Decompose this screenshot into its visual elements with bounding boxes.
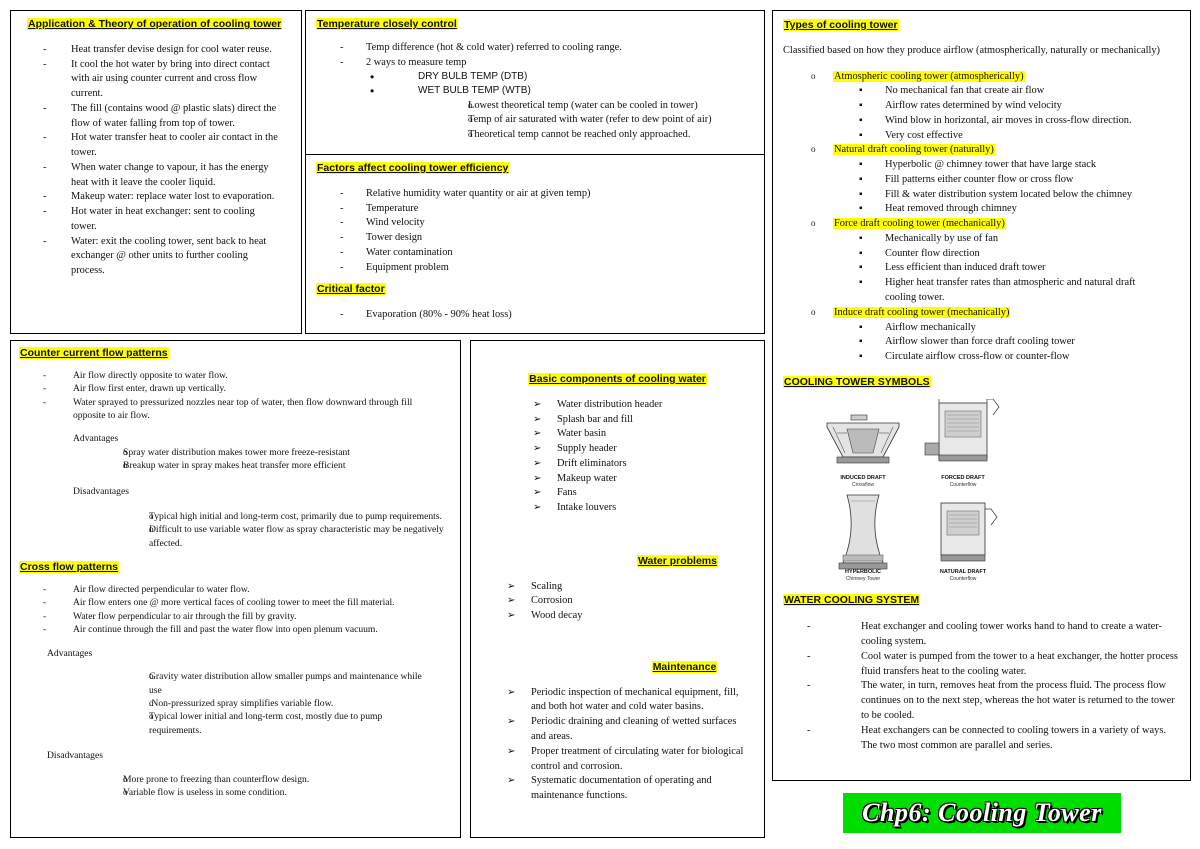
temperature-heading: Temperature closely control [317,18,457,30]
list-item: - Water contamination [316,246,754,261]
list-item: ➢ Corrosion [505,594,754,609]
list-item: ▪ Hyperbolic @ chimney tower that have large stack [885,158,1180,173]
list-item: - Tower design [316,231,754,246]
cross-list [19,583,452,637]
list-item: - Makeup water: replace water lost to evaporation. [19,190,293,205]
list-item: - Relative humidity water quantity or air at given temp) [316,187,754,202]
list-item: o Breakup water in spray makes heat transfer more efficient [19,459,452,472]
components-section [470,340,765,838]
type-items [833,158,1180,217]
application-list [19,43,293,279]
type-title: Atmospheric cooling tower (atmospherically) [834,70,1024,82]
list-item: ➢ Water distribution header [531,398,754,413]
cross-advantages-label: Advantages [47,647,93,659]
types-intro: Classified based on how they produce airflow (atmospherically, naturally or mechanically) [783,44,1161,56]
maintenance-heading: Maintenance [652,660,717,673]
type-items [833,232,1180,306]
wet-bulb-details [316,99,754,143]
counter-advantages-label: Advantages [73,433,119,445]
symbol-label: INDUCED DRAFT [840,474,886,481]
title-banner [843,793,1121,833]
list-item: ➢ Periodic inspection of mechanical equipment, fill, and both hot water and cold water basins. [505,686,750,716]
list-item: o Variable flow is useless in some condition. [19,786,452,799]
counter-heading: Counter current flow patterns [20,347,168,359]
symbol-label: NATURAL DRAFT [939,568,987,575]
list-item: - Temperature [316,202,754,217]
list-item: - 2 ways to measure temp [316,56,754,71]
circle-bullet-icon: o [811,306,816,317]
symbol-sublabel: Crossflow [852,481,874,488]
counter-advantages [19,446,452,473]
list-item: ➢ Scaling [505,580,754,595]
list-item: - When water change to vapour, it has the energy heat with it leave the cooler liquid. [19,161,293,191]
symbol-sublabel: Chimney Tower [845,575,881,582]
circle-bullet-icon: o [811,218,816,229]
list-item: - Air flow first enter, drawn up vertically. [19,382,452,395]
type-group-atmospheric [783,70,1180,144]
symbols-heading: COOLING TOWER SYMBOLS [784,375,930,388]
cross-heading: Cross flow patterns [20,561,119,574]
list-item: o Temp of air saturated with water (refer to dew point of air) [316,113,754,128]
list-item: - Hot water in heat exchanger: sent to cooling tower. [19,205,293,235]
type-group-force [783,217,1180,306]
list-item: ▪ Airflow mechanically [885,321,1180,336]
application-section [10,10,302,334]
list-item: ➢ Drift eliminators [531,457,754,472]
list-item: ▪ No mechanical fan that create air flow [885,84,1180,99]
list-item: ➢ Fans [531,486,754,501]
water-cooling-list [783,620,1180,753]
cross-disadvantages [19,773,452,800]
list-item: - Heat exchanger and cooling tower works hand to hand to create a water-cooling system. [783,620,1180,650]
types-groups [783,70,1180,365]
critical-factor-list [316,308,754,323]
factors-heading: Factors affect cooling tower efficiency [317,162,509,174]
list-item: • DRY BULB TEMP (DTB) [316,70,754,84]
natural-draft-symbol [923,499,1003,569]
list-item: ➢ Makeup water [531,472,754,487]
list-item: - It cool the hot water by bring into direct contact with air using counter current and cross flow current. [19,58,293,102]
list-item: o Difficult to use variable water flow as spray characteristic may be negatively affected. [19,523,452,550]
list-item: - Water: exit the cooling tower, sent back to heat exchanger @ other units to further cooling process. [19,235,293,279]
list-item: o Typical high initial and long-term cost, primarily due to pump requirements. [19,510,452,523]
list-item: ▪ Mechanically by use of fan [885,232,1166,247]
list-item: ▪ Airflow rates determined by wind velocity [885,99,1180,114]
symbol-label: HYPERBOLIC [844,568,882,575]
list-item: ▪ Wind blow in horizontal, air moves in cross-flow direction. [885,114,1180,129]
factors-section [305,154,765,334]
list-item: ➢ Wood decay [505,609,754,624]
list-item: o Theoretical temp cannot be reached only approached. [316,128,754,143]
problems-list [481,580,754,624]
list-item: - Hot water transfer heat to cooler air contact in the tower. [19,131,293,161]
type-title: Induce draft cooling tower (mechanically) [834,306,1010,318]
list-item: ▪ Airflow slower than force draft cooling tower [885,335,1180,350]
list-item: - The water, in turn, removes heat from the process fluid. The process flow continues on to the next step, whereas the hot water is returned to the tower to be cooled. [783,679,1180,723]
list-item: - The fill (contains wood @ plastic slats) direct the flow of water falling from top of tower. [19,102,293,132]
list-item: o Typical lower initial and long-term cost, mostly due to pump requirements. [19,710,452,737]
factors-list [316,187,754,276]
list-item: - Cool water is pumped from the tower to a heat exchanger, the hotter process fluid transfers heat to the cooling water. [783,650,1180,680]
list-item: ➢ Splash bar and fill [531,413,754,428]
temperature-list [316,41,754,71]
page-title: Chp6: Cooling Tower [862,797,1102,827]
list-item: - Heat transfer devise design for cool water reuse. [19,43,293,58]
list-item: - Heat exchangers can be connected to cooling towers in a variety of ways. The two most common are parallel and series. [783,724,1180,754]
symbol-label: FORCED DRAFT [941,474,985,481]
list-item: ➢ Supply header [531,442,754,457]
list-item: - Evaporation (80% - 90% heat loss) [316,308,754,323]
list-item: - Water sprayed to pressurized nozzles near top of water, then flow downward through fill opposite to air flow. [19,396,452,423]
list-item: - Air flow directly opposite to water flow. [19,369,452,382]
symbol-sublabel: Counterflow [949,575,977,582]
circle-bullet-icon: o [811,144,816,155]
type-group-induce [783,306,1180,365]
list-item: ▪ Higher heat transfer rates than atmospheric and natural draft cooling tower. [885,276,1166,306]
list-item: ▪ Fill patterns either counter flow or cross flow [885,173,1180,188]
types-section [772,10,1191,781]
critical-factor-heading: Critical factor [317,283,385,296]
list-item: - Temp difference (hot & cold water) referred to cooling range. [316,41,754,56]
type-title: Natural draft cooling tower (naturally) [834,144,994,156]
application-heading: Application & Theory of operation of cooling tower [28,18,282,30]
type-items [833,84,1180,143]
forced-draft-symbol [923,399,1003,471]
list-item: ▪ Counter flow direction [885,247,1166,262]
list-item: o Lowest theoretical temp (water can be cooled in tower) [316,99,754,114]
flow-patterns-section [10,340,461,838]
circle-bullet-icon: o [811,70,816,81]
list-item: - Air flow enters one @ more vertical faces of cooling tower to meet the fill material. [19,596,452,609]
type-group-natural [783,143,1180,217]
induced-draft-symbol [823,413,903,473]
components-list [481,398,754,516]
list-item: ➢ Intake louvers [531,501,754,516]
list-item: ➢ Systematic documentation of operating and maintenance functions. [505,774,750,804]
symbols-figure [783,399,1180,581]
list-item: - Wind velocity [316,216,754,231]
type-items [833,321,1180,365]
symbol-sublabel: Counterflow [949,481,977,488]
type-title: Force draft cooling tower (mechanically) [834,218,1005,230]
list-item: ▪ Heat removed through chimney [885,202,1180,217]
types-heading: Types of cooling tower [784,19,898,31]
counter-disadvantages-label: Disadvantages [73,485,129,497]
counter-list [19,369,452,423]
maintenance-list [481,686,754,804]
temperature-section [305,10,765,155]
cross-disadvantages-label: Disadvantages [47,750,103,762]
list-item: o More prone to freezing than counterflow design. [19,773,452,786]
list-item: • WET BULB TEMP (WTB) [316,84,754,98]
list-item: - Air continue through the fill and past the water flow into open plenum vacuum. [19,623,452,636]
list-item: - Air flow directed perpendicular to water flow. [19,583,452,596]
hyperbolic-symbol [833,493,893,573]
list-item: o .Non-pressurized spray simplifies variable flow. [19,697,452,710]
list-item: ▪ Very cost effective [885,129,1180,144]
list-item: ▪ Less efficient than induced draft tower [885,261,1166,276]
water-cooling-heading: WATER COOLING SYSTEM [784,593,920,606]
list-item: o Spray water distribution makes tower more freeze-resistant [19,446,452,459]
components-heading: Basic components of cooling water [529,373,706,385]
counter-disadvantages [19,510,452,550]
list-item: ➢ Proper treatment of circulating water for biological control and corrosion. [505,745,750,775]
list-item: - Equipment problem [316,261,754,276]
list-item: ▪ Fill & water distribution system located below the chimney [885,188,1180,203]
list-item: o Gravity water distribution allow smaller pumps and maintenance while use [19,670,452,697]
cross-advantages [19,670,452,737]
list-item: - Water flow perpendicular to air through the fill by gravity. [19,610,452,623]
temperature-ways [316,70,754,98]
problems-heading: Water problems [638,554,717,567]
list-item: ▪ Circulate airflow cross-flow or counter-flow [885,350,1180,365]
list-item: ➢ Water basin [531,427,754,442]
list-item: ➢ Periodic draining and cleaning of wetted surfaces and areas. [505,715,750,745]
